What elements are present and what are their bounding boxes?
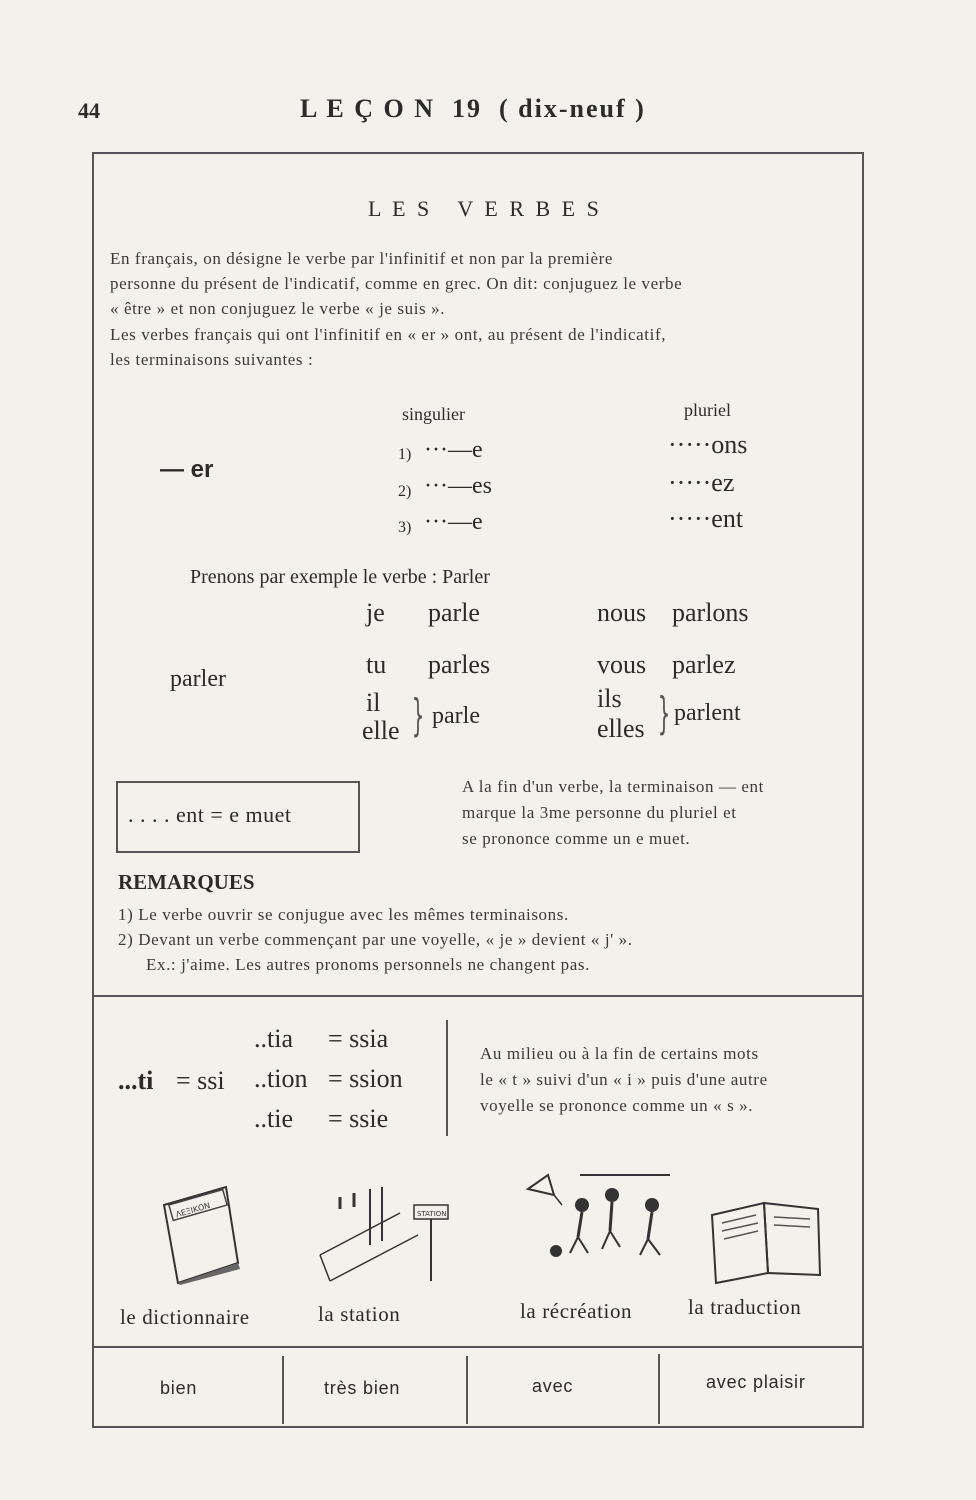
tion-right: = ssion bbox=[328, 1064, 403, 1093]
pronoun-nous: nous bbox=[597, 598, 647, 627]
footer-divider-1 bbox=[282, 1356, 284, 1424]
ent-explain-2: marque la 3me personne du pluriel et bbox=[462, 803, 737, 822]
ti-label: ...ti bbox=[118, 1066, 154, 1095]
form-vous: parlez bbox=[672, 650, 736, 679]
pronoun-tu: tu bbox=[366, 650, 387, 679]
form-ils: parlent bbox=[674, 700, 741, 726]
form-il: parle bbox=[432, 703, 480, 729]
vocab-recreation: la récréation bbox=[520, 1299, 633, 1323]
ending-sing-1: ···—e bbox=[424, 437, 483, 463]
ending-sing-3: ···—e bbox=[424, 509, 483, 535]
pronoun-ils: ils bbox=[597, 684, 622, 713]
footer-divider-2 bbox=[466, 1356, 468, 1424]
pron-explain-2: le « t » suivi d'un « i » puis d'une autre bbox=[480, 1070, 768, 1089]
vocab-traduction: la traduction bbox=[688, 1295, 802, 1319]
remarque-1: 1) Le verbe ouvrir se conjugue avec les mêmes terminaisons. bbox=[118, 905, 569, 924]
intro-line-2: personne du présent de l'indicatif, comme en grec. On dit: conjuguez le verbe bbox=[110, 274, 683, 293]
pron-explain-3: voyelle se prononce comme un « s ». bbox=[480, 1096, 754, 1115]
pluriel-label: pluriel bbox=[684, 400, 731, 420]
intro-line-1: En français, on désigne le verbe par l'infinitif et non par la première bbox=[110, 249, 614, 268]
form-nous: parlons bbox=[672, 598, 749, 627]
footer-tres-bien: très bien bbox=[324, 1378, 401, 1398]
footer-avec-plaisir: avec plaisir bbox=[706, 1372, 806, 1392]
intro-line-5: les terminaisons suivantes : bbox=[110, 350, 314, 369]
verbes-title: L E S V E R B E S bbox=[368, 196, 602, 221]
example-intro: Prenons par exemple le verbe : Parler bbox=[190, 566, 490, 588]
ending-plur-1: ·····ons bbox=[668, 430, 748, 459]
remarque-2: 2) Devant un verbe commençant par une voyelle, « je » devient « j' ». bbox=[118, 930, 633, 949]
ending-sing-2: ···—es bbox=[424, 473, 492, 499]
station-icon bbox=[310, 1185, 460, 1285]
intro-line-4: Les verbes français qui ont l'infinitif en « er » ont, au présent de l'indicatif, bbox=[110, 325, 667, 344]
dictionary-icon bbox=[156, 1185, 246, 1285]
tie-left: ..tie bbox=[254, 1104, 293, 1133]
translation-icon bbox=[706, 1195, 836, 1285]
dictionary-cover-text: ΛΕΞΙΚΟΝ bbox=[174, 1200, 212, 1220]
er-label: — er bbox=[160, 456, 214, 483]
remarques-title: REMARQUES bbox=[118, 870, 255, 894]
tia-right: = ssia bbox=[328, 1024, 389, 1053]
vocab-station: la station bbox=[318, 1302, 401, 1326]
pronoun-elles: elles bbox=[597, 714, 645, 743]
footer-bien: bien bbox=[160, 1378, 198, 1398]
ending-plur-2: ·····ez bbox=[668, 468, 735, 497]
lesson-title: L E Ç O N 19 ( dix-neuf ) bbox=[300, 94, 646, 123]
ending-num-3: 3) bbox=[398, 519, 412, 536]
recreation-icon bbox=[520, 1165, 680, 1275]
ti-eq: = ssi bbox=[176, 1066, 225, 1095]
pronunciation-divider bbox=[446, 1020, 448, 1136]
brace-ils: } bbox=[657, 688, 671, 739]
section-divider-2 bbox=[92, 1346, 864, 1348]
ending-num-1: 1) bbox=[398, 446, 412, 463]
ending-plur-3: ·····ent bbox=[668, 504, 744, 533]
pron-explain-1: Au milieu ou à la fin de certains mots bbox=[480, 1044, 759, 1063]
page-number: 44 bbox=[78, 98, 100, 123]
pronoun-elle: elle bbox=[362, 716, 400, 745]
ent-explain-1: A la fin d'un verbe, la terminaison — ent bbox=[462, 777, 764, 796]
tie-right: = ssie bbox=[328, 1104, 389, 1133]
station-sign-text: STATION bbox=[417, 1210, 447, 1218]
form-je: parle bbox=[428, 598, 480, 627]
ent-explain-3: se prononce comme un e muet. bbox=[462, 829, 691, 848]
footer-avec: avec bbox=[532, 1376, 574, 1396]
vocab-dictionnaire: le dictionnaire bbox=[120, 1305, 250, 1329]
intro-line-3: « être » et non conjuguez le verbe « je suis ». bbox=[110, 299, 446, 318]
tion-left: ..tion bbox=[254, 1064, 308, 1093]
pronoun-je: je bbox=[366, 598, 385, 627]
example-verb: parler bbox=[170, 666, 226, 692]
ent-rule: . . . . ent = e muet bbox=[128, 802, 292, 827]
ending-num-2: 2) bbox=[398, 483, 412, 500]
section-divider-1 bbox=[92, 995, 864, 997]
pronoun-il: il bbox=[366, 688, 381, 717]
pronoun-vous: vous bbox=[597, 650, 647, 679]
form-tu: parles bbox=[428, 650, 491, 679]
footer-divider-3 bbox=[658, 1354, 660, 1424]
brace-il: } bbox=[411, 690, 425, 741]
remarque-3: Ex.: j'aime. Les autres pronoms personnels ne changent pas. bbox=[146, 955, 590, 974]
singulier-label: singulier bbox=[402, 404, 465, 424]
tia-left: ..tia bbox=[254, 1024, 293, 1053]
